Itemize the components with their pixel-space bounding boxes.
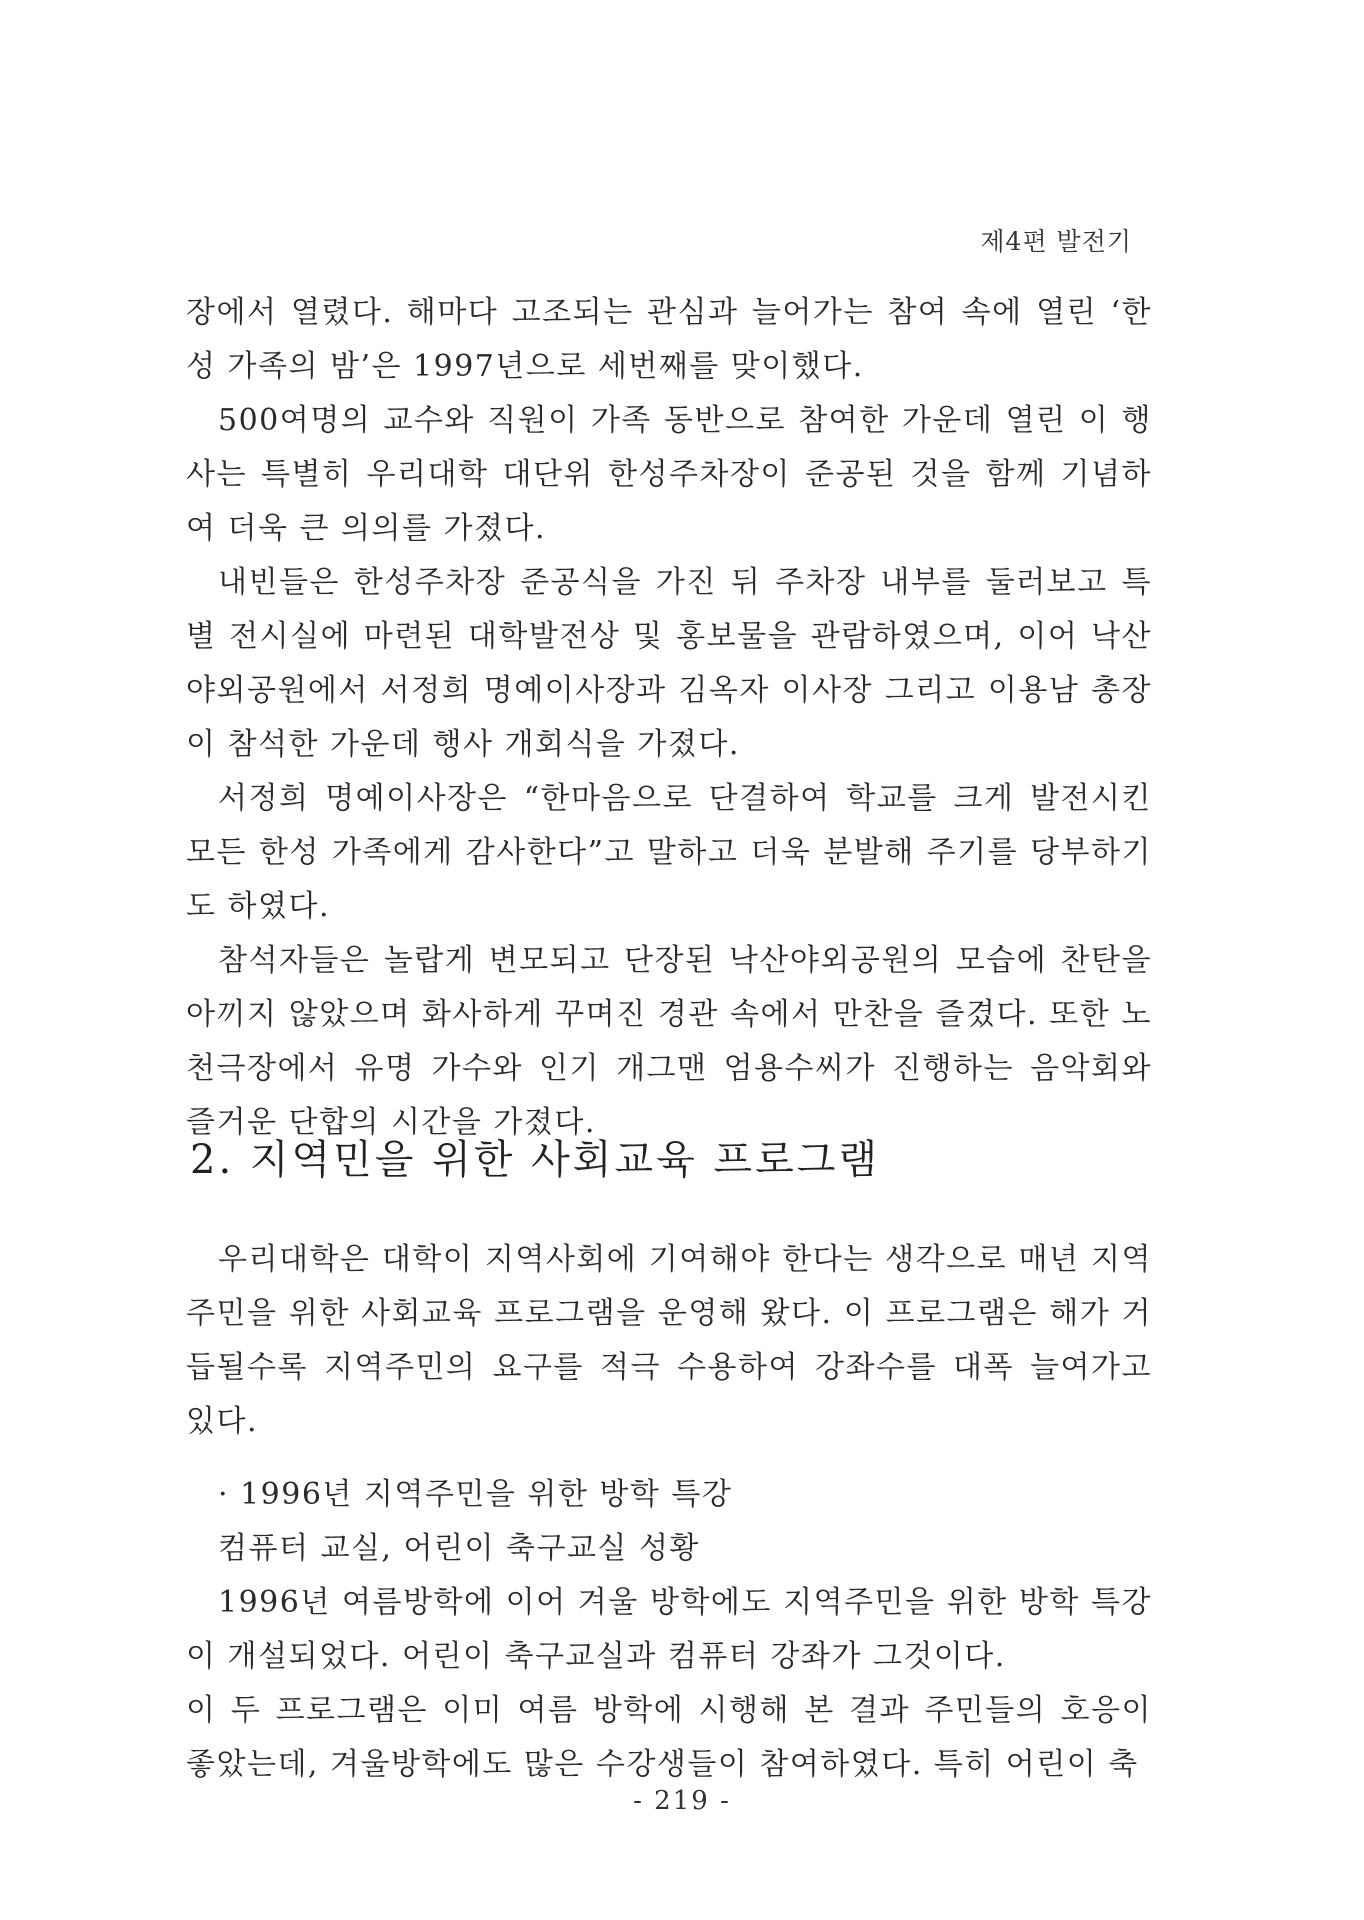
paragraph: 참석자들은 놀랍게 변모되고 단장된 낙산야외공원의 모습에 찬탄을 아끼지 않았으며 화사하게 꾸며진 경관 속에서 만찬을 즐겼다. 또한 노천극장에서 유명 가수와 인기 개그맨 엄용수씨가 진행하는 음악회와 즐거운 단합의 시간을 가졌다.: [186, 943, 1152, 1140]
section-heading: 2. 지역민을 위한 사회교육 프로그램: [190, 1137, 880, 1183]
running-head: 제4편 발전기: [980, 227, 1132, 256]
subsection-subtitle: 컴퓨터 교실, 어린이 축구교실 성황: [218, 1531, 700, 1566]
paragraph: 1996년 여름방학에 이어 겨울 방학에도 지역주민을 위한 방학 특강이 개설되었다. 어린이 축구교실과 컴퓨터 강좌가 그것이다.: [186, 1585, 1152, 1674]
body-text-top: [186, 286, 1152, 1150]
page-number: - 219 -: [633, 1786, 731, 1816]
bullet-title: · 1996년 지역주민을 위한 방학 특강: [218, 1477, 733, 1512]
paragraph: 내빈들은 한성주차장 준공식을 가진 뒤 주차장 내부를 둘러보고 특별 전시실에 마련된 대학발전상 및 홍보물을 관람하였으며, 이어 낙산야외공원에서 서정희 명예이사장과 김옥자 이사장 그리고 이용남 총장이 참석한 가운데 행사 개회식을 가졌다.: [186, 565, 1153, 762]
section-intro-block: [186, 1233, 1152, 1449]
paragraph: 500여명의 교수와 직원이 가족 동반으로 참여한 가운데 열린 이 행사는 특별히 우리대학 대단위 한성주차장이 준공된 것을 함께 기념하여 더욱 큰 의의를 가졌다.: [186, 403, 1152, 546]
paragraph: 이 두 프로그램은 이미 여름 방학에 시행해 본 결과 주민들의 호응이 좋았는데, 겨울방학에도 많은 수강생들이 참여하였다. 특히 어린이 축: [186, 1693, 1152, 1782]
paragraph: 장에서 열렸다. 해마다 고조되는 관심과 늘어가는 참여 속에 열린 ‘한성 가족의 밤’은 1997년으로 세번째를 맞이했다.: [186, 295, 1152, 384]
section-intro: 우리대학은 대학이 지역사회에 기여해야 한다는 생각으로 매년 지역주민을 위한 사회교육 프로그램을 운영해 왔다. 이 프로그램은 해가 거듭될수록 지역주민의 요구를 적극 수용하여 강좌수를 대폭 늘여가고 있다.: [186, 1242, 1152, 1439]
subsection-block: [186, 1468, 1152, 1792]
paragraph: 서정희 명예이사장은 “한마음으로 단결하여 학교를 크게 발전시킨 모든 한성 가족에게 감사한다”고 말하고 더욱 분발해 주기를 당부하기도 하였다.: [186, 781, 1152, 924]
